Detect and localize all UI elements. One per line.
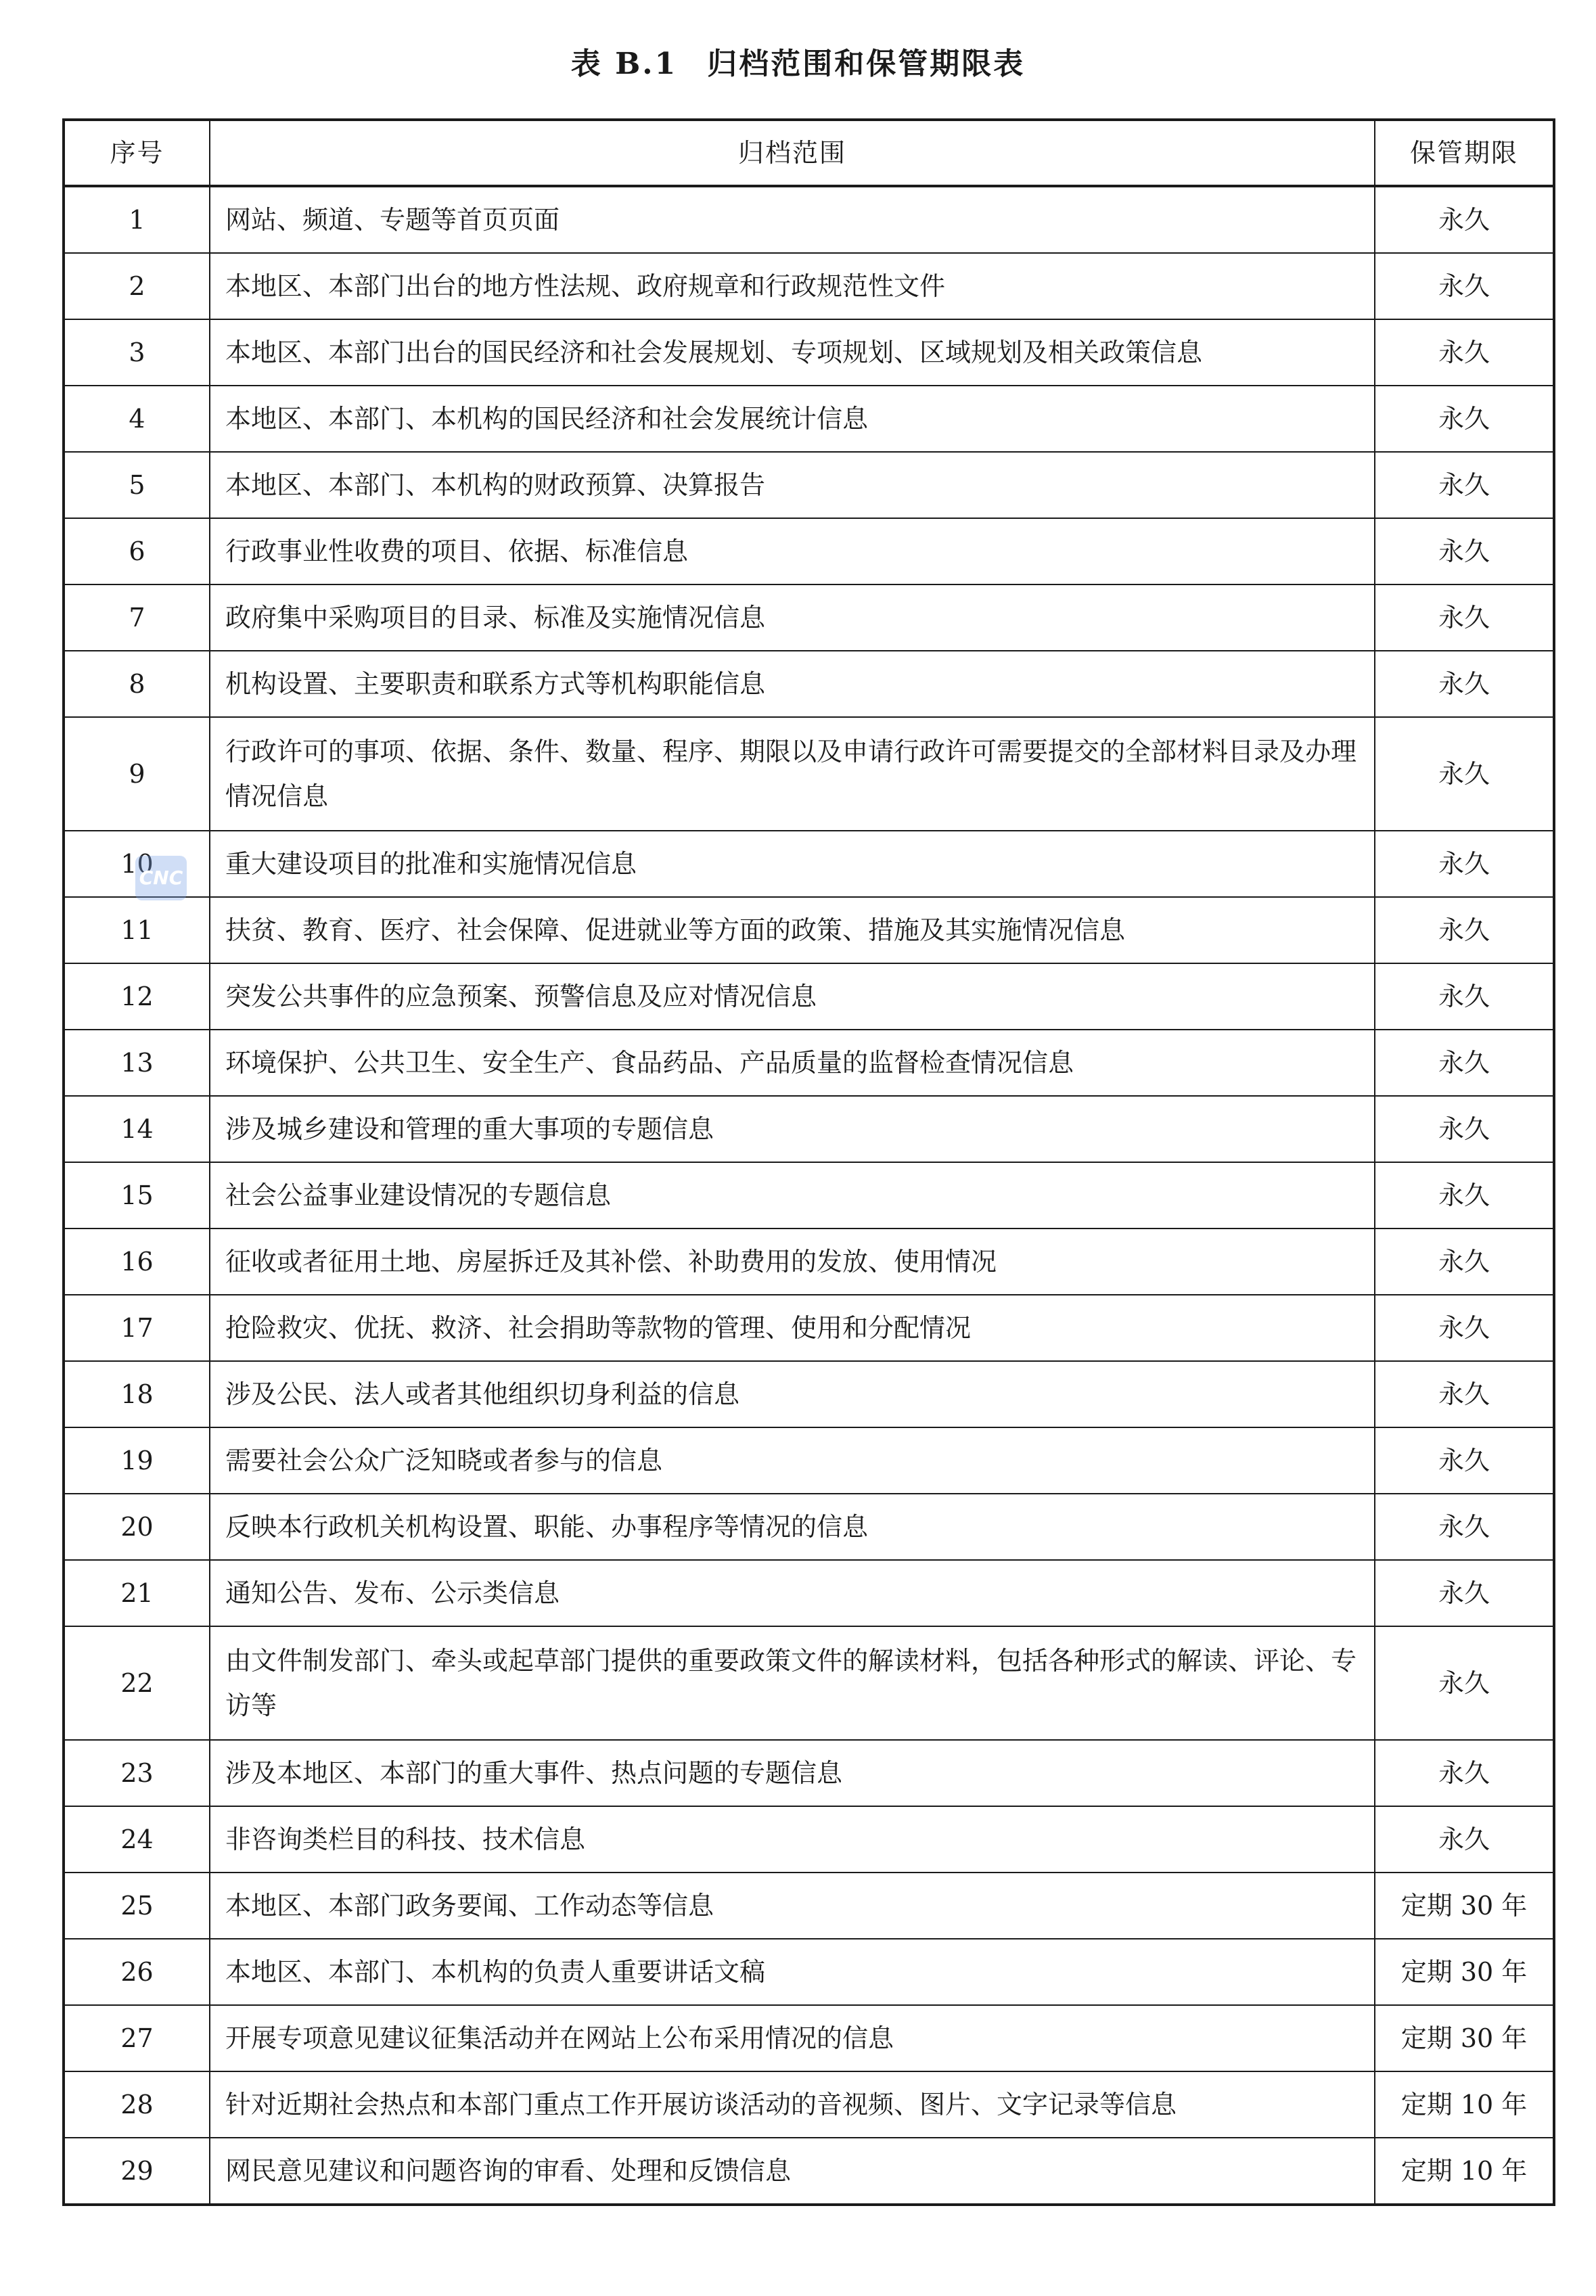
row-scope: 针对近期社会热点和本部门重点工作开展访谈活动的音视频、图片、文字记录等信息 [210, 2071, 1375, 2138]
table-row [64, 1806, 1554, 1873]
watermark-logo: CNC [135, 856, 187, 900]
row-period: 永久 [1375, 1806, 1554, 1873]
row-number: 8 [64, 651, 210, 717]
row-number: 24 [64, 1806, 210, 1873]
row-period: 定期 10 年 [1375, 2138, 1554, 2205]
table-row [64, 518, 1554, 584]
row-period: 永久 [1375, 253, 1554, 319]
table-row [64, 1873, 1554, 1939]
row-period: 永久 [1375, 1626, 1554, 1740]
row-number: 11 [64, 897, 210, 963]
table-row [64, 1740, 1554, 1806]
row-number: 22 [64, 1626, 210, 1740]
table-row [64, 253, 1554, 319]
table-row [64, 1030, 1554, 1096]
row-period: 永久 [1375, 897, 1554, 963]
row-scope: 本地区、本部门、本机构的负责人重要讲话文稿 [210, 1939, 1375, 2005]
table-row [64, 1939, 1554, 2005]
row-number: 2 [64, 253, 210, 319]
row-number: 29 [64, 2138, 210, 2205]
row-period: 永久 [1375, 1494, 1554, 1560]
row-scope: 涉及公民、法人或者其他组织切身利益的信息 [210, 1361, 1375, 1427]
row-number: 17 [64, 1295, 210, 1361]
table-number: 表 B.1 [570, 47, 678, 81]
row-number: 10 [64, 831, 210, 897]
row-period: 永久 [1375, 1162, 1554, 1229]
archive-scope-table [62, 118, 1555, 2206]
table-row [64, 319, 1554, 386]
row-scope: 反映本行政机关机构设置、职能、办事程序等情况的信息 [210, 1494, 1375, 1560]
table-row [64, 1494, 1554, 1560]
row-scope: 环境保护、公共卫生、安全生产、食品药品、产品质量的监督检查情况信息 [210, 1030, 1375, 1096]
row-scope: 社会公益事业建设情况的专题信息 [210, 1162, 1375, 1229]
row-scope: 征收或者征用土地、房屋拆迁及其补偿、补助费用的发放、使用情况 [210, 1229, 1375, 1295]
row-period: 永久 [1375, 1295, 1554, 1361]
row-period: 永久 [1375, 1560, 1554, 1626]
table-row [64, 2005, 1554, 2071]
row-number: 6 [64, 518, 210, 584]
row-period: 永久 [1375, 651, 1554, 717]
row-number: 5 [64, 452, 210, 518]
row-scope: 行政事业性收费的项目、依据、标准信息 [210, 518, 1375, 584]
row-scope: 网民意见建议和问题咨询的审看、处理和反馈信息 [210, 2138, 1375, 2205]
row-number: 1 [64, 186, 210, 253]
row-period: 永久 [1375, 1096, 1554, 1162]
table-row [64, 2071, 1554, 2138]
row-number: 18 [64, 1361, 210, 1427]
row-period: 永久 [1375, 1427, 1554, 1494]
table-row [64, 1229, 1554, 1295]
row-period: 永久 [1375, 452, 1554, 518]
row-period: 永久 [1375, 1361, 1554, 1427]
table-row [64, 1295, 1554, 1361]
row-scope: 非咨询类栏目的科技、技术信息 [210, 1806, 1375, 1873]
row-period: 定期 30 年 [1375, 2005, 1554, 2071]
row-number: 4 [64, 386, 210, 452]
row-scope: 开展专项意见建议征集活动并在网站上公布采用情况的信息 [210, 2005, 1375, 2071]
table-title [0, 39, 1596, 83]
row-number: 23 [64, 1740, 210, 1806]
header-period: 保管期限 [1375, 120, 1554, 186]
row-number: 26 [64, 1939, 210, 2005]
row-period: 永久 [1375, 717, 1554, 831]
row-scope: 网站、频道、专题等首页页面 [210, 186, 1375, 253]
table-row [64, 717, 1554, 831]
table-row [64, 1096, 1554, 1162]
row-period: 永久 [1375, 386, 1554, 452]
row-number: 15 [64, 1162, 210, 1229]
table-row [64, 2138, 1554, 2205]
row-scope: 涉及本地区、本部门的重大事件、热点问题的专题信息 [210, 1740, 1375, 1806]
row-scope: 行政许可的事项、依据、条件、数量、程序、期限以及申请行政许可需要提交的全部材料目录及办理情况信息 [210, 717, 1375, 831]
table-caption: 归档范围和保管期限表 [707, 47, 1026, 81]
row-scope: 突发公共事件的应急预案、预警信息及应对情况信息 [210, 963, 1375, 1030]
row-period: 定期 10 年 [1375, 2071, 1554, 2138]
row-period: 永久 [1375, 963, 1554, 1030]
table-row [64, 1427, 1554, 1494]
table-row [64, 584, 1554, 651]
row-scope: 本地区、本部门、本机构的财政预算、决算报告 [210, 452, 1375, 518]
row-period: 永久 [1375, 518, 1554, 584]
row-period: 永久 [1375, 1740, 1554, 1806]
row-scope: 本地区、本部门出台的地方性法规、政府规章和行政规范性文件 [210, 253, 1375, 319]
row-period: 永久 [1375, 831, 1554, 897]
table-row [64, 1626, 1554, 1740]
row-scope: 需要社会公众广泛知晓或者参与的信息 [210, 1427, 1375, 1494]
table-row [64, 897, 1554, 963]
row-number: 16 [64, 1229, 210, 1295]
table-row [64, 651, 1554, 717]
header-no: 序号 [64, 120, 210, 186]
row-number: 19 [64, 1427, 210, 1494]
row-scope: 扶贫、教育、医疗、社会保障、促进就业等方面的政策、措施及其实施情况信息 [210, 897, 1375, 963]
row-scope: 本地区、本部门、本机构的国民经济和社会发展统计信息 [210, 386, 1375, 452]
row-scope: 由文件制发部门、牵头或起草部门提供的重要政策文件的解读材料，包括各种形式的解读、评论、专访等 [210, 1626, 1375, 1740]
table-row [64, 963, 1554, 1030]
row-number: 27 [64, 2005, 210, 2071]
row-scope: 涉及城乡建设和管理的重大事项的专题信息 [210, 1096, 1375, 1162]
row-scope: 本地区、本部门出台的国民经济和社会发展规划、专项规划、区域规划及相关政策信息 [210, 319, 1375, 386]
row-scope: 抢险救灾、优抚、救济、社会捐助等款物的管理、使用和分配情况 [210, 1295, 1375, 1361]
row-period: 永久 [1375, 1229, 1554, 1295]
row-period: 永久 [1375, 1030, 1554, 1096]
row-number: 12 [64, 963, 210, 1030]
row-number: 21 [64, 1560, 210, 1626]
row-number: 20 [64, 1494, 210, 1560]
row-scope: 机构设置、主要职责和联系方式等机构职能信息 [210, 651, 1375, 717]
table-body [64, 186, 1554, 2205]
row-period: 永久 [1375, 319, 1554, 386]
table-row [64, 186, 1554, 253]
row-scope: 政府集中采购项目的目录、标准及实施情况信息 [210, 584, 1375, 651]
table-row [64, 1162, 1554, 1229]
header-scope: 归档范围 [210, 120, 1375, 186]
table-row [64, 386, 1554, 452]
header-row [64, 120, 1554, 186]
table-row [64, 1560, 1554, 1626]
row-number: 14 [64, 1096, 210, 1162]
table-row [64, 831, 1554, 897]
row-number: 28 [64, 2071, 210, 2138]
row-period: 定期 30 年 [1375, 1939, 1554, 2005]
row-period: 定期 30 年 [1375, 1873, 1554, 1939]
row-number: 13 [64, 1030, 210, 1096]
row-scope: 重大建设项目的批准和实施情况信息 [210, 831, 1375, 897]
row-number: 3 [64, 319, 210, 386]
row-period: 永久 [1375, 584, 1554, 651]
table-row [64, 1361, 1554, 1427]
row-number: 25 [64, 1873, 210, 1939]
row-period: 永久 [1375, 186, 1554, 253]
row-number: 7 [64, 584, 210, 651]
row-scope: 本地区、本部门政务要闻、工作动态等信息 [210, 1873, 1375, 1939]
table-row [64, 452, 1554, 518]
row-scope: 通知公告、发布、公示类信息 [210, 1560, 1375, 1626]
row-number: 9 [64, 717, 210, 831]
